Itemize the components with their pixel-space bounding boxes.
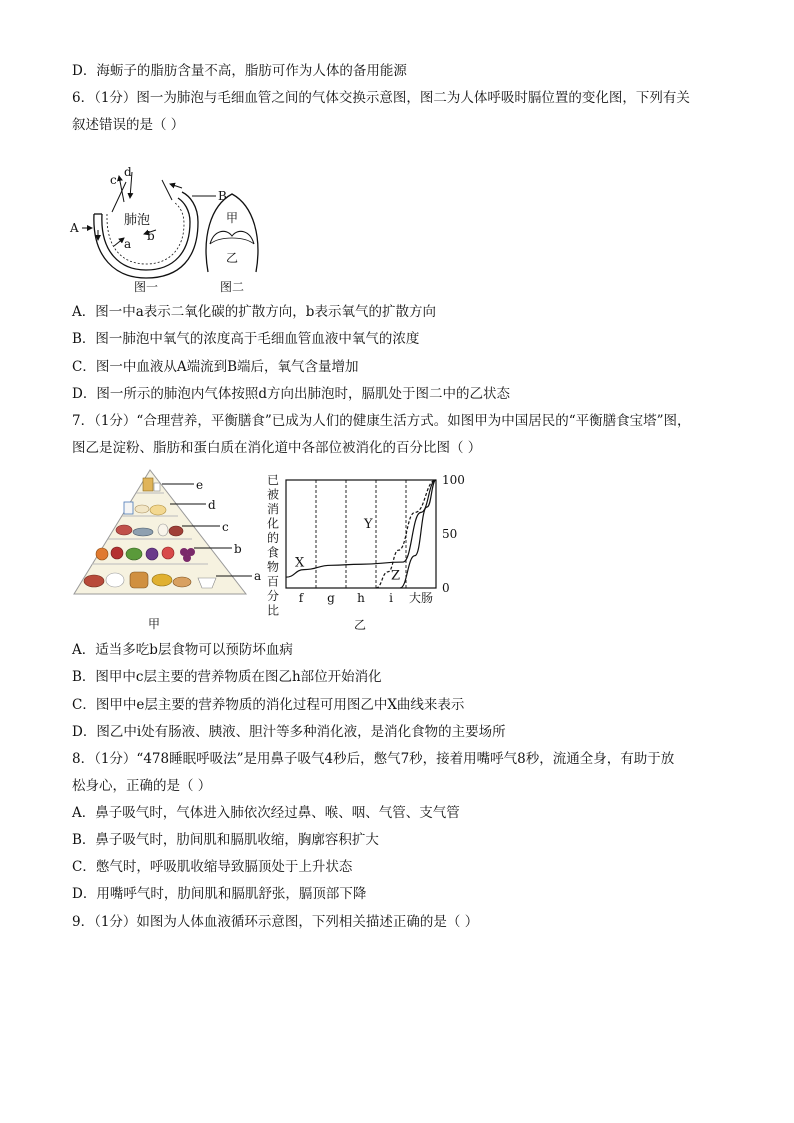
label-b: b <box>147 229 155 243</box>
label-A: A <box>70 221 79 235</box>
x-tick-label-2: h <box>357 591 365 605</box>
digestion-chart <box>262 466 472 636</box>
q7-option-b: B．图甲中c层主要的营养物质在图乙h部位开始消化 <box>72 669 382 685</box>
capillary-inner-wall <box>102 198 190 270</box>
food-carrot-icon <box>96 548 108 560</box>
q7-option-c: C．图甲中e层主要的营养物质的消化过程可用图乙中X曲线来表示 <box>72 697 465 713</box>
y-ticks <box>442 473 465 595</box>
y-tick-label-0: 100 <box>442 473 465 487</box>
food-meat-icon <box>116 525 132 535</box>
label-B: B <box>218 189 227 203</box>
layer-label-c: c <box>222 520 229 534</box>
food-potato-icon <box>173 577 191 587</box>
food-corn-icon <box>152 574 172 586</box>
q7-stem-line2: 图乙是淀粉、脂肪和蛋白质在消化道中各部位被消化的百分比图（ ） <box>72 440 482 456</box>
label-jia: 甲 <box>226 211 239 225</box>
series-group <box>286 480 436 588</box>
plot-frame <box>286 480 436 588</box>
series-curve-X <box>286 480 436 577</box>
q6-stem-line2: 叙述错误的是（ ） <box>72 117 185 133</box>
y-label-char-2: 消 <box>267 502 280 516</box>
label-alveolus: 肺泡 <box>124 213 151 228</box>
food-apple-icon <box>162 547 174 559</box>
q6-option-d: D．图一所示的肺泡内气体按照d方向出肺泡时，膈肌处于图二中的乙状态 <box>72 386 510 402</box>
figure-diaphragm <box>198 188 268 293</box>
caption-yi: 乙 <box>354 618 367 632</box>
food-tomato-icon <box>111 547 123 559</box>
caption-jia: 甲 <box>148 617 161 631</box>
food-sausage-icon <box>169 526 183 536</box>
layer-label-b: b <box>234 542 242 556</box>
capillary-outer-wall <box>94 192 198 278</box>
q8-stem-line2: 松身心，正确的是（ ） <box>72 778 212 794</box>
y-label-char-1: 被 <box>267 487 280 502</box>
label-d: d <box>124 165 132 179</box>
q9-stem-line1: 9．（1分）如图为人体血液循环示意图，下列相关描述正确的是（ ） <box>72 914 479 930</box>
food-sweet-potato-icon <box>84 575 104 587</box>
y-label-char-7: 百 <box>267 574 280 589</box>
label-c: c <box>110 173 117 187</box>
q8-stem-line1: 8．（1分）“478睡眠呼吸法”是用鼻子吸气4秒后，憋气7秒，接着用嘴呼气8秒，流通全身，有助于放 <box>72 751 675 767</box>
q7-option-d: D．图乙中i处有肠液、胰液、胆汁等多种消化液，是消化食物的主要场所 <box>72 724 506 740</box>
x-tick-label-4: 大肠 <box>408 591 434 605</box>
food-milk-icon <box>124 502 133 514</box>
food-bun-icon <box>106 573 124 587</box>
q8-option-a: A．鼻子吸气时，气体进入肺依次经过鼻、喉、咽、气管、支气管 <box>72 805 460 821</box>
q6-option-b: B．图一肺泡中氧气的浓度高于毛细血管血液中氧气的浓度 <box>72 331 420 347</box>
series-label-Y: Y <box>364 516 373 532</box>
food-greens-icon <box>126 548 142 560</box>
food-eggplant-icon <box>146 548 158 560</box>
food-beans-icon <box>150 505 166 515</box>
x-tick-label-3: i <box>389 591 393 605</box>
series-curve-Z <box>400 480 436 588</box>
q6-option-a: A．图一中a表示二氧化碳的扩散方向，b表示氧气的扩散方向 <box>72 304 436 320</box>
y-label-char-8: 分 <box>267 589 280 603</box>
layer-label-a: a <box>254 569 262 583</box>
label-yi: 乙 <box>226 251 239 265</box>
x-tick-label-0: f <box>298 591 304 605</box>
chart-ylabel <box>267 473 279 618</box>
arrow-a <box>114 238 124 246</box>
layer-label-e: e <box>196 478 204 492</box>
y-tick-label-1: 50 <box>442 527 458 541</box>
q7-stem-line1: 7．（1分）“合理营养，平衡膳食”已成为人们的健康生活方式。如图甲为中国居民的“平衡膳食宝塔”图， <box>72 413 691 429</box>
q7-option-a: A．适当多吃b层食物可以预防坏血病 <box>72 642 293 658</box>
food-cheese-icon <box>135 505 149 513</box>
food-fish-icon <box>133 528 153 536</box>
y-label-char-9: 比 <box>267 603 280 618</box>
y-label-char-4: 的 <box>267 531 280 545</box>
y-tick-label-2: 0 <box>442 581 450 595</box>
food-grapes-icon <box>183 554 191 562</box>
y-label-char-0: 已 <box>267 473 280 487</box>
figure-food-pyramid <box>70 466 270 636</box>
y-label-char-5: 食 <box>267 545 280 560</box>
label-a: a <box>124 237 132 251</box>
y-label-char-3: 化 <box>267 516 280 531</box>
series-label-X: X <box>295 555 305 571</box>
q8-option-c: C．憋气时，呼吸肌收缩导致膈顶处于上升状态 <box>72 859 353 875</box>
food-egg-icon <box>158 524 168 536</box>
x-tick-label-1: g <box>327 591 335 605</box>
q5-option-d: D．海蛎子的脂肪含量不高，脂肪可作为人体的备用能源 <box>72 63 407 79</box>
q6-stem-line1: 6．（1分）图一为肺泡与毛细血管之间的气体交换示意图，图二为人体呼吸时膈位置的变化图，下列有关 <box>72 90 690 106</box>
food-salt-icon <box>154 483 160 491</box>
layer-label-d: d <box>208 498 216 512</box>
y-label-char-6: 物 <box>267 560 280 574</box>
caption-fig1: 图一 <box>134 280 159 294</box>
q8-option-b: B．鼻子吸气时，肋间肌和膈肌收缩，胸廓容积扩大 <box>72 832 379 848</box>
series-label-Z: Z <box>391 568 401 584</box>
caption-fig2: 图二 <box>220 280 245 293</box>
q8-option-d: D．用嘴呼气时，肋间肌和膈肌舒张，膈顶部下降 <box>72 886 367 902</box>
x-ticks <box>299 590 433 605</box>
food-oil-icon <box>143 478 153 491</box>
q6-option-c: C．图一中血液从A端流到B端后，氧气含量增加 <box>72 359 359 375</box>
food-bread-icon <box>130 572 148 588</box>
